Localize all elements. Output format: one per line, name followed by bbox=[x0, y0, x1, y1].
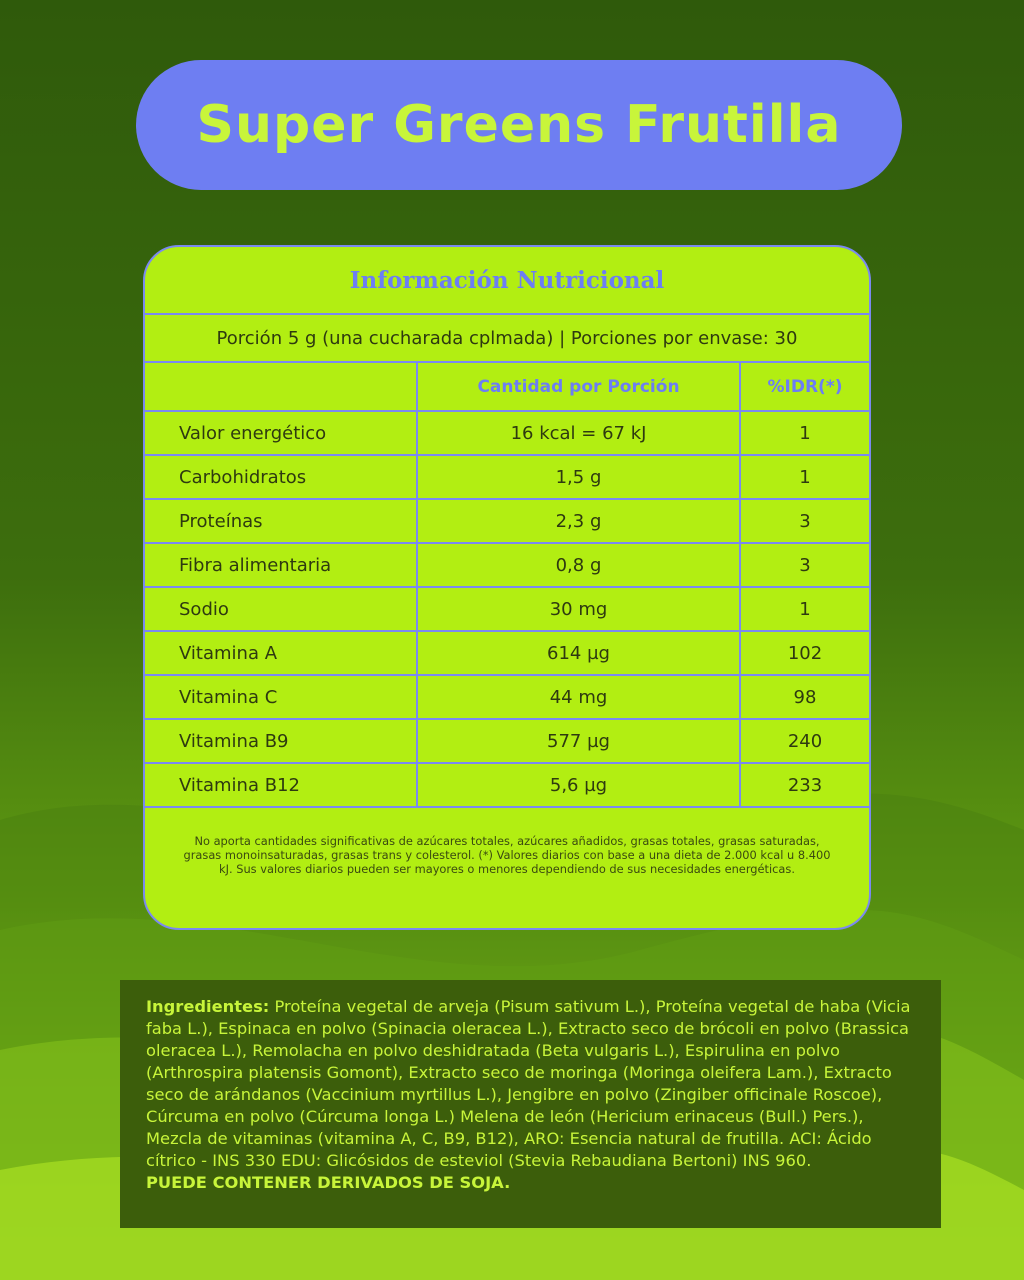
nutrient-name: Fibra alimentaria bbox=[145, 543, 417, 587]
nutrient-name: Vitamina C bbox=[145, 675, 417, 719]
nutrient-name: Vitamina B12 bbox=[145, 763, 417, 807]
nutrient-name: Vitamina A bbox=[145, 631, 417, 675]
nutrient-idr: 240 bbox=[740, 719, 869, 763]
nutrient-amount: 44 mg bbox=[417, 675, 740, 719]
nutrient-name: Carbohidratos bbox=[145, 455, 417, 499]
nutrient-idr: 233 bbox=[740, 763, 869, 807]
nutrient-name: Vitamina B9 bbox=[145, 719, 417, 763]
ingredients-label: Ingredientes: bbox=[146, 997, 270, 1016]
nutrition-heading: Información Nutricional bbox=[145, 247, 869, 315]
table-header-row bbox=[145, 363, 869, 411]
nutrient-idr: 3 bbox=[740, 543, 869, 587]
nutrient-idr: 1 bbox=[740, 411, 869, 455]
title-banner bbox=[136, 60, 902, 190]
nutrient-name: Proteínas bbox=[145, 499, 417, 543]
nutrient-idr: 1 bbox=[740, 455, 869, 499]
nutrient-idr: 1 bbox=[740, 587, 869, 631]
nutrition-facts-panel bbox=[143, 245, 871, 930]
nutrition-table bbox=[145, 363, 869, 808]
ingredients-text: Proteína vegetal de arveja (Pisum sativum L.), Proteína vegetal de haba (Vicia faba L.), Espinaca en polvo (Spinacia oleracea L.), Extracto seco de brócoli en polvo (Brassica oleracea L.), Remolacha en polvo deshidratada (Beta vulgaris L.), Espirulina en polvo (Arthrospira platensis Gomont), Extracto seco de moringa (Moringa oleifera Lam.), Extracto seco de arándanos (Vaccinium myrtillus L.), Jengibre en polvo (Zingiber officinale Roscoe), Cúrcuma en polvo (Cúrcuma longa L.) Melena de león (Hericium erinaceus (Bull.) Pers.), Mezcla de vitaminas (vitamina A, C, B9, B12), ARO: Esencia natural de frutilla. ACI: Ácido cítrico - INS 330 EDU: Glicósidos de esteviol (Stevia Rebaudiana Bertoni) INS 960. bbox=[146, 997, 911, 1170]
nutrition-footnote: No aporta cantidades significativas de azúcares totales, azúcares añadidos, grasas totales, grasas saturadas, grasas monoinsaturadas, grasas trans y colesterol. (*) Valores diarios con base a una dieta de 2.000 kcal u 8.400 kJ. Sus valores diarios pueden ser mayores o menores dependiendo de sus necesidades energéticas. bbox=[183, 834, 831, 876]
nutrient-idr: 3 bbox=[740, 499, 869, 543]
ingredients-box bbox=[120, 980, 941, 1228]
nutrient-amount: 1,5 g bbox=[417, 455, 740, 499]
nutrient-idr: 102 bbox=[740, 631, 869, 675]
table-row bbox=[145, 675, 869, 719]
allergen-warning: PUEDE CONTENER DERIVADOS DE SOJA. bbox=[146, 1173, 511, 1192]
portion-info: Porción 5 g (una cucharada cplmada) | Porciones por envase: 30 bbox=[145, 315, 869, 363]
nutrient-name: Valor energético bbox=[145, 411, 417, 455]
table-row bbox=[145, 499, 869, 543]
table-row bbox=[145, 455, 869, 499]
table-row bbox=[145, 719, 869, 763]
table-row bbox=[145, 543, 869, 587]
nutrient-idr: 98 bbox=[740, 675, 869, 719]
table-row bbox=[145, 763, 869, 807]
nutrient-amount: 30 mg bbox=[417, 587, 740, 631]
nutrient-amount: 16 kcal = 67 kJ bbox=[417, 411, 740, 455]
nutrient-amount: 0,8 g bbox=[417, 543, 740, 587]
nutrient-amount: 614 µg bbox=[417, 631, 740, 675]
nutrient-name: Sodio bbox=[145, 587, 417, 631]
column-header-amount: Cantidad por Porción bbox=[417, 363, 740, 411]
table-row bbox=[145, 631, 869, 675]
column-header-empty bbox=[145, 363, 417, 411]
column-header-idr: %IDR(*) bbox=[740, 363, 869, 411]
table-row bbox=[145, 587, 869, 631]
table-row bbox=[145, 411, 869, 455]
nutrient-amount: 5,6 µg bbox=[417, 763, 740, 807]
nutrient-amount: 2,3 g bbox=[417, 499, 740, 543]
nutrient-amount: 577 µg bbox=[417, 719, 740, 763]
product-title: Super Greens Frutilla bbox=[196, 95, 842, 155]
